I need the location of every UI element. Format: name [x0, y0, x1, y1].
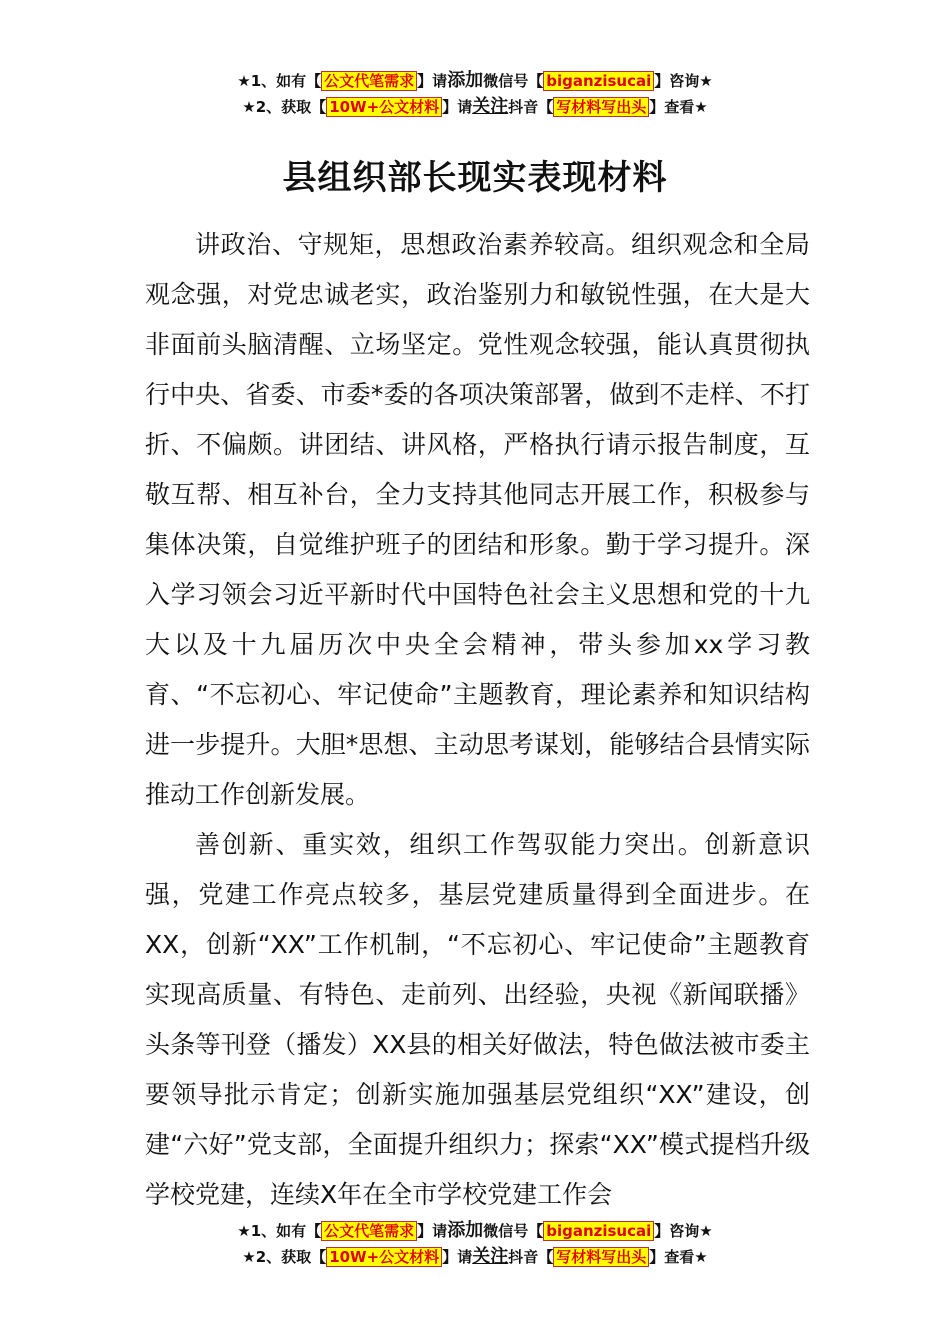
- banner-text: 1、如有【: [250, 72, 322, 90]
- footer-banner: [0, 1218, 950, 1270]
- banner-text: 】请: [442, 1248, 473, 1266]
- star-icon: ★: [237, 72, 251, 90]
- document-title: 县组织部长现实表现材料: [282, 158, 668, 198]
- banner-text: 】查看★: [649, 1248, 708, 1266]
- highlight-materials: 10W+公文材料: [326, 1247, 442, 1267]
- highlight-douyin-id: 写材料写出头: [553, 97, 649, 117]
- banner-emphasis: 添加: [447, 1220, 484, 1241]
- banner-emphasis: 添加: [447, 70, 484, 91]
- banner-emphasis: 关注: [472, 96, 509, 117]
- highlight-service: 公文代笔需求: [321, 1221, 417, 1241]
- banner-text: 】请: [417, 72, 448, 90]
- highlight-wechat-id: biganzisucai: [543, 71, 654, 91]
- banner-text: 微信号【: [483, 1222, 544, 1240]
- banner-text: 】咨询★: [654, 72, 713, 90]
- banner-text: 】请: [442, 98, 473, 116]
- star-icon: ★: [242, 98, 256, 116]
- banner-text: 抖音【: [508, 1248, 554, 1266]
- paragraph-1: 讲政治、守规矩，思想政治素养较高。组织观念和全局观念强，对党忠诚老实，政治鉴别力和敏锐性强，在大是大非面前头脑清醒、立场坚定。党性观念较强，能认真贯彻执行中央、省委、市委*委的各项决策部署，做到不走样、不打折、不偏颇。讲团结、讲风格，严格执行请示报告制度，互敬互帮、相互补台，全力支持其他同志开展工作，积极参与集体决策，自觉维护班子的团结和形象。勤于学习提升。深入学习领会习近平新时代中国特色社会主义思想和党的十九大以及十九届历次中央全会精神，带头参加xx学习教育、“不忘初心、牢记使命”主题教育，理论素养和知识结构进一步提升。大胆*思想、主动思考谋划，能够结合县情实际推动工作创新发展。: [145, 230, 810, 809]
- banner-text: 】请: [417, 1222, 448, 1240]
- banner-line-1: [0, 1218, 950, 1244]
- banner-line-1: [0, 68, 950, 94]
- banner-line-2: [0, 94, 950, 120]
- header-banner: [0, 68, 950, 120]
- highlight-wechat-id: biganzisucai: [543, 1221, 654, 1241]
- banner-text: 2、获取【: [255, 98, 327, 116]
- banner-text: 2、获取【: [255, 1248, 327, 1266]
- highlight-service: 公文代笔需求: [321, 71, 417, 91]
- highlight-douyin-id: 写材料写出头: [553, 1247, 649, 1267]
- banner-text: 】咨询★: [654, 1222, 713, 1240]
- banner-text: 1、如有【: [250, 1222, 322, 1240]
- banner-text: 】查看★: [649, 98, 708, 116]
- document-body: [145, 220, 810, 1220]
- highlight-materials: 10W+公文材料: [326, 97, 442, 117]
- banner-text: 微信号【: [483, 72, 544, 90]
- banner-emphasis: 关注: [472, 1246, 509, 1267]
- paragraph-2: 善创新、重实效，组织工作驾驭能力突出。创新意识强，党建工作亮点较多，基层党建质量得到全面进步。在XX，创新“XX”工作机制，“不忘初心、牢记使命”主题教育实现高质量、有特色、走前列、出经验，央视《新闻联播》头条等刊登（播发）XX县的相关好做法，特色做法被市委主要领导批示肯定；创新实施加强基层党组织“XX”建设，创建“六好”党支部，全面提升组织力；探索“XX”模式提档升级学校党建，连续X年在全市学校党建工作会: [145, 830, 810, 1209]
- star-icon: ★: [242, 1248, 256, 1266]
- star-icon: ★: [237, 1222, 251, 1240]
- banner-text: 抖音【: [508, 98, 554, 116]
- banner-line-2: [0, 1244, 950, 1270]
